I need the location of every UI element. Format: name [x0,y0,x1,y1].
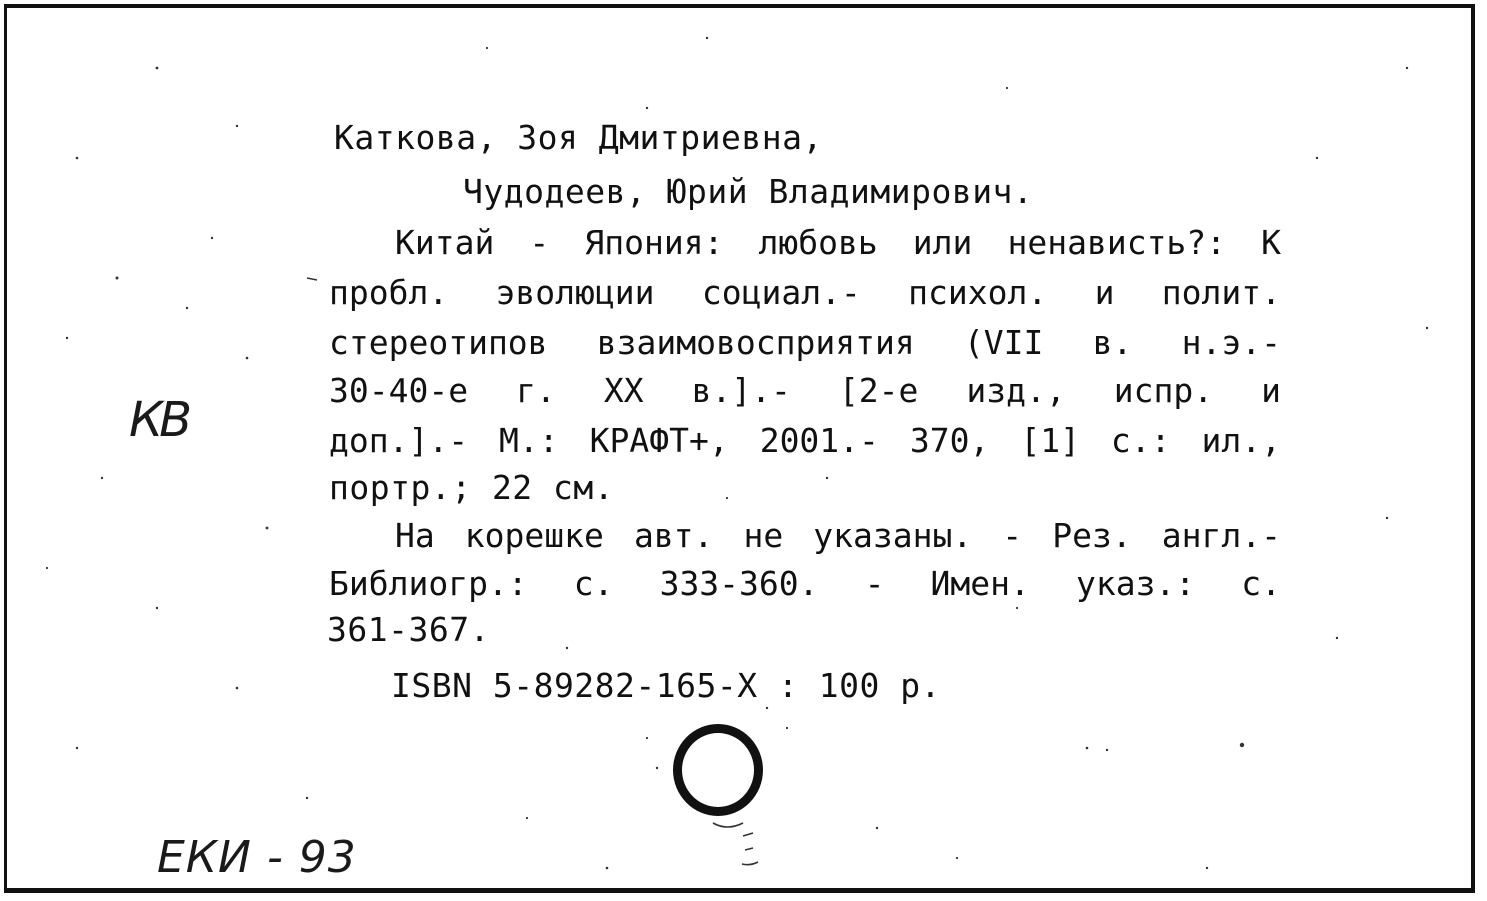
note-line: 361-367. [327,610,490,649]
title-line: пробл. эволюции социал.- психол. и полит. [329,273,1281,312]
title-line: доп.].- М.: КРАФТ+, 2001.- 370, [1] с.: ил., [329,421,1281,460]
title-line: 30-40-е г. XX в.].- [2-е изд., испр. и [329,371,1281,410]
note-line: Библиогр.: с. 333-360. - Имен. указ.: с. [329,564,1281,603]
isbn-line: ISBN 5-89282-165-X : 100 р. [391,666,941,705]
catalog-card [4,4,1475,893]
handwritten-margin-mark: КВ [129,392,189,448]
author-line: Каткова, Зоя Дмитриевна, [334,118,823,157]
title-line: Китай - Япония: любовь или ненависть?: К [395,223,1281,262]
title-line: портр.; 22 см. [329,468,615,507]
handwritten-shelf-code: ЕКИ - 93 [157,832,357,883]
title-line: стереотипов взаимовосприятия (VII в. н.э.- [329,323,1281,362]
note-line: На корешке авт. не указаны. - Рез. англ.- [395,516,1281,555]
coauthor-line: Чудодеев, Юрий Владимирович. [463,172,1034,211]
stamp-circle [673,724,763,816]
